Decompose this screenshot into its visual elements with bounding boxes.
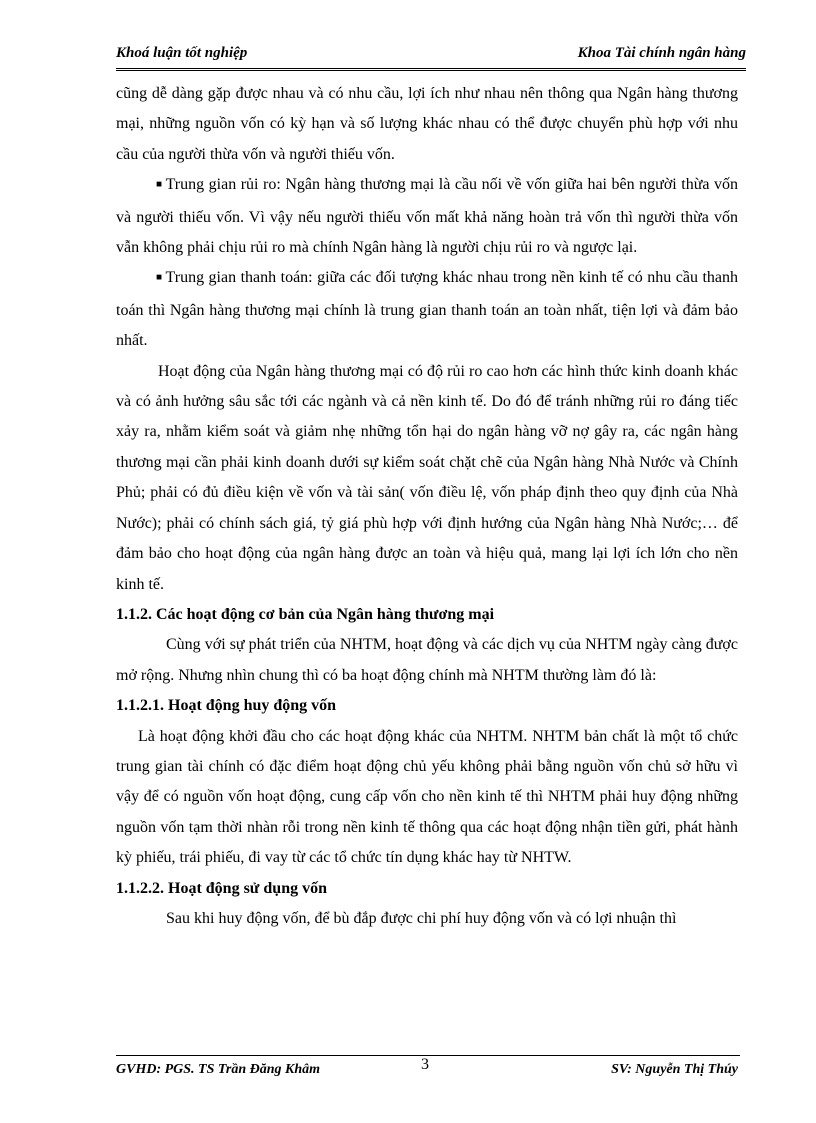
paragraph-intro: cũng dễ dàng gặp được nhau và có nhu cầu, lợi ích như nhau nên thông qua Ngân hàng thương mại, những nguồn vốn có kỳ hạn và số lượng khác nhau có thể được chuyển phù hợp với nhu cầu của người thừa vốn và người thiếu vốn. xyxy=(116,85,738,163)
bullet-text: Trung gian rủi ro: Ngân hàng thương mại là cầu nối về vốn giữa hai bên người thừa vốn và người thiếu vốn. Vì vậy nếu người thiếu vốn mất khả năng hoàn trả vốn thì người thừa vốn vẫn không phải chịu rủi ro mà chính Ngân hàng là người chịu rủi ro và ngược lại. xyxy=(116,176,739,257)
page-footer xyxy=(116,1055,740,1086)
footer-supervisor: GVHD: PGS. TS Trần Đăng Khâm xyxy=(116,1062,321,1077)
section-heading-1-1-2-1: 1.1.2.1. Hoạt động huy động vốn xyxy=(116,697,337,715)
header-left-title: Khoá luận tốt nghiệp xyxy=(116,45,248,61)
page-number: 3 xyxy=(421,1056,429,1073)
square-bullet-icon: ■ xyxy=(156,272,163,284)
page-header xyxy=(116,44,746,71)
paragraph-activities: Cùng với sự phát triển của NHTM, hoạt động và các dịch vụ của NHTM ngày càng được mở rộng. Nhưng nhìn chung thì có ba hoạt động chính mà NHTM thường làm đó là: xyxy=(116,636,738,684)
square-bullet-icon: ■ xyxy=(156,179,163,191)
page-body xyxy=(116,79,738,934)
bullet-risk-intermediary xyxy=(116,170,738,263)
footer-student: SV: Nguyễn Thị Thúy xyxy=(611,1062,738,1077)
section-heading-1-1-2-2: 1.1.2.2. Hoạt động sử dụng vốn xyxy=(116,879,327,897)
header-right-title: Khoa Tài chính ngân hàng xyxy=(577,45,746,61)
section-heading-1-1-2: 1.1.2. Các hoạt động cơ bản của Ngân hàng thương mại xyxy=(116,605,495,623)
bullet-payment-intermediary xyxy=(116,263,738,356)
bullet-text: Trung gian thanh toán: giữa các đối tượng khác nhau trong nền kinh tế có nhu cầu thanh toán thì Ngân hàng thương mại chính là trung gian thanh toán an toàn nhất, tiện lợi và đảm bảo nhất. xyxy=(116,269,738,350)
paragraph-capital-use: Sau khi huy động vốn, để bù đắp được chi phí huy động vốn và có lợi nhuận thì xyxy=(166,909,677,927)
paragraph-risk: Hoạt động của Ngân hàng thương mại có độ rủi ro cao hơn các hình thức kinh doanh khác và có ảnh hưởng sâu sắc tới các ngành và cả nền kinh tế. Do đó để tránh những rủi ro đáng tiếc xảy ra, nhằm kiểm soát và giảm nhẹ những tổn hại do ngân hàng vỡ nợ gây ra, các ngân hàng thương mại cần phải kinh doanh dưới sự kiểm soát chặt chẽ của Ngân hàng Nhà Nước và Chính Phủ; phải có đủ điều kiện về vốn và tài sản( vốn điều lệ, vốn pháp định theo quy định của Nhà Nước); phải có chính sách giá, tỷ giá phù hợp với định hướng của Ngân hàng Nhà Nước;… để đảm bảo cho hoạt động của ngân hàng được an toàn và hiệu quả, mang lại lợi ích lớn cho nền kinh tế. xyxy=(116,362,738,593)
paragraph-mobilization: Là hoạt động khởi đầu cho các hoạt động khác của NHTM. NHTM bản chất là một tổ chức trung gian tài chính có đặc điểm hoạt động chủ yếu không phải bằng nguồn vốn chủ sở hữu vì vậy để có nguồn vốn hoạt động, cung cấp vốn cho nền kinh tế thì NHTM phải huy động những nguồn vốn tạm thời nhàn rỗi trong nền kinh tế thông qua các hoạt động nhận tiền gửi, phát hành kỳ phiếu, trái phiếu, đi vay từ các tổ chức tín dụng khác hay từ NHTW. xyxy=(116,727,738,867)
